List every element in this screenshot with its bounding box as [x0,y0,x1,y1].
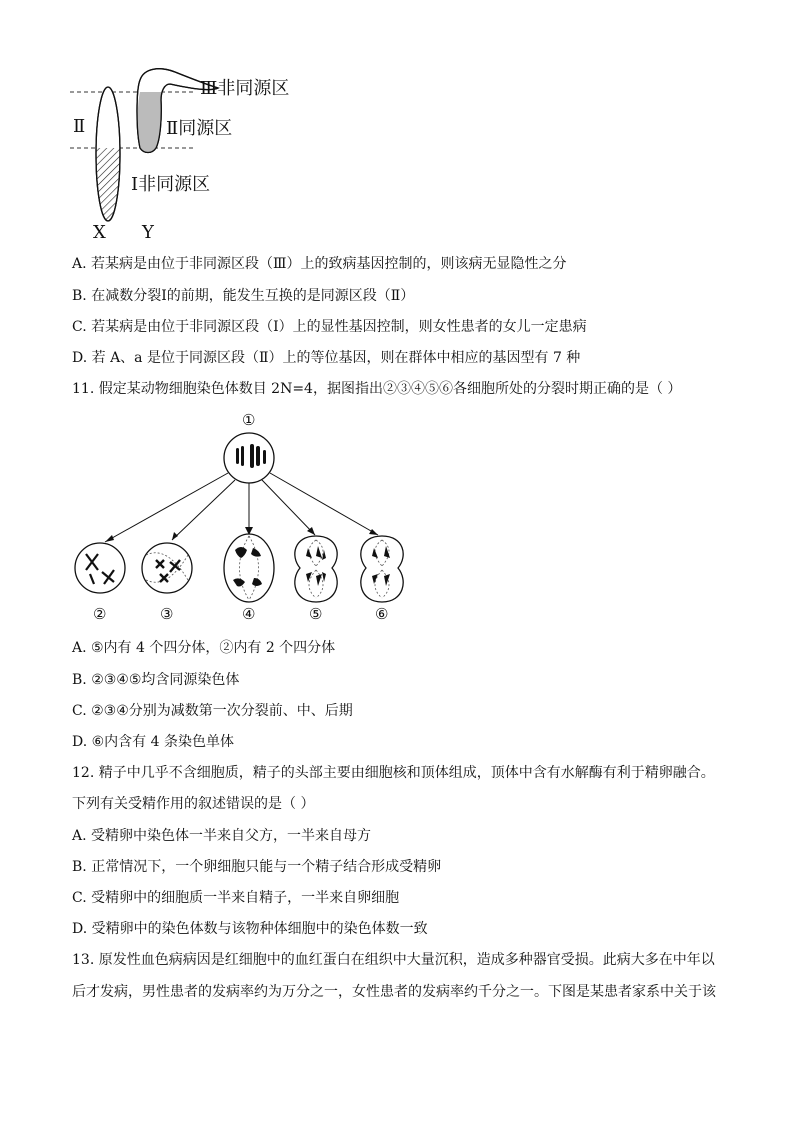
cell-label-3: ③ [160,605,174,623]
cell-label-4: ④ [242,605,256,623]
label-x: X [93,222,106,243]
cell-division-diagram [70,410,410,625]
cell-1 [224,433,274,483]
cell-label-1: ① [242,411,256,429]
q12-option-c: C. 受精卵中的细胞质一半来自精子，一半来自卵细胞 [72,890,400,906]
q10-option-c: C. 若某病是由位于非同源区段（Ⅰ）上的显性基因控制，则女性患者的女儿一定患病 [72,319,587,335]
cell-3 [142,543,192,593]
cell-label-2: ② [93,605,107,623]
cell-label-6: ⑥ [375,605,389,623]
label-region-II-left: Ⅱ [73,116,86,137]
q10-option-d: D. 若 A、a 是位于同源区段（Ⅱ）上的等位基因，则在群体中相应的基因型有 7 种 [72,350,581,366]
q12-option-d: D. 受精卵中的染色体数与该物种体细胞中的染色体数一致 [72,921,428,937]
cell-4 [224,534,274,602]
q10-option-b: B. 在减数分裂Ⅰ的前期，能发生互换的是同源区段（Ⅱ） [72,288,415,304]
q10-option-a: A. 若某病是由位于非同源区段（Ⅲ）上的致病基因控制的，则该病无显隐性之分 [72,256,567,272]
cell-division-figure [70,410,410,625]
q11-option-d: D. ⑥内含有 4 条染色单体 [72,734,234,750]
label-y: Y [142,222,154,243]
q12-stem-line2: 下列有关受精作用的叙述错误的是（ ） [72,796,315,812]
q12-option-b: B. 正常情况下，一个卵细胞只能与一个精子结合形成受精卵 [72,859,442,875]
q11-option-a: A. ⑤内有 4 个四分体，②内有 2 个四分体 [72,640,336,656]
cell-label-5: ⑤ [309,605,323,623]
q11-option-c: C. ②③④分别为减数第一次分裂前、中、后期 [72,703,353,719]
q13-stem-line2: 后才发病，男性患者的发病率约为万分之一，女性患者的发病率约千分之一。下图是某患者家系中关于该 [72,984,716,1000]
q12-stem-line1: 12. 精子中几乎不含细胞质，精子的头部主要由细胞核和顶体组成，顶体中含有水解酶有利于精卵融合。 [72,765,715,781]
label-region-III: Ⅲ非同源区 [200,78,290,99]
q12-option-a: A. 受精卵中染色体一半来自父方，一半来自母方 [72,828,372,844]
q11-option-b: B. ②③④⑤均含同源染色体 [72,672,240,688]
lineage-arrows [105,473,378,542]
label-region-II-right: Ⅱ同源区 [166,118,233,139]
label-region-I: Ⅰ非同源区 [131,174,211,195]
q11-stem: 11. 假定某动物细胞染色体数目 2N=4，据图指出②③④⑤⑥各细胞所处的分裂时期正确的是（ ） [72,381,682,397]
cell-6 [361,536,403,602]
cell-5 [295,536,337,602]
cell-2 [75,543,125,593]
q13-stem-line1: 13. 原发性血色病病因是红细胞中的血红蛋白在组织中大量沉积，造成多种器官受损。此病大多在中年以 [72,952,715,968]
